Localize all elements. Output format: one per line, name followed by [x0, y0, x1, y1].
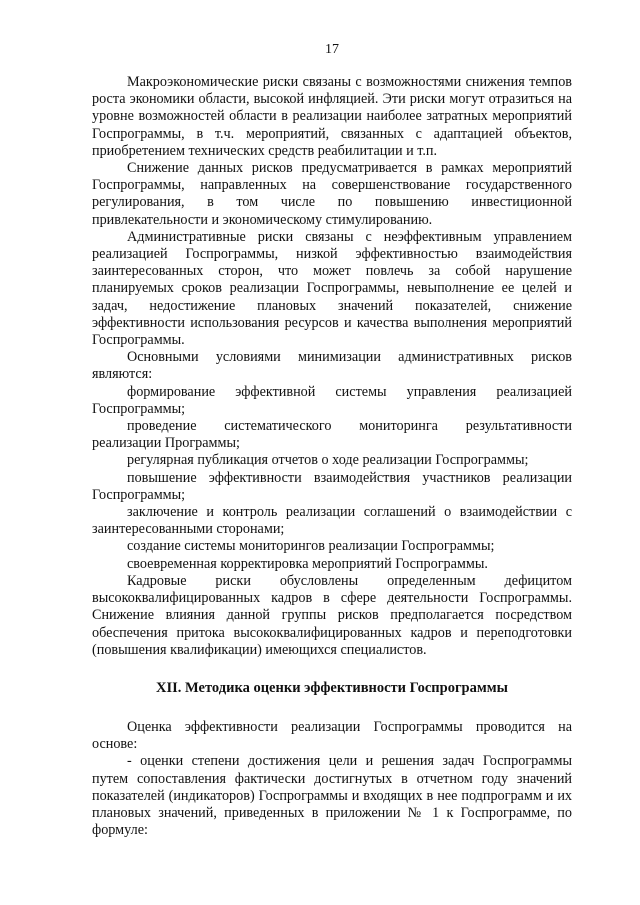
list-item: регулярная публикация отчетов о ходе реализации Госпрограммы;	[127, 452, 529, 469]
list-item: формирование эффективной системы управления реализацией Госпрограммы;	[92, 383, 572, 417]
paragraph-administrative-risks: Административные риски связаны с неэффективным управлением реализацией Госпрограммы, низкой эффективностью взаимодействия заинтересованных сторон, что может повлечь за собой нарушение планируемых сроков реализации Госпрограммы, невыполнение ее целей и задач, недостижение плановых значений показателей, снижение эффективности использования ресурсов и качества выполнения мероприятий Госпрограммы.	[92, 228, 572, 349]
list-item: заключение и контроль реализации соглашений о взаимодействии с заинтересованными сторонами;	[92, 504, 572, 538]
list-item: своевременная корректировка мероприятий Госпрограммы.	[127, 555, 488, 572]
paragraph-personnel-risks: Кадровые риски обусловлены определенным дефицитом высококвалифицированных кадров в сфере деятельности Госпрограммы. Снижение влияния данной группы рисков предполагается посредством обеспечения притока высококвалифицированных кадров и переподготовки (повышения квалификации) имеющихся специалистов.	[92, 572, 572, 658]
section-heading: XII. Методика оценки эффективности Госпрограммы	[156, 679, 508, 696]
paragraph-evaluation-method: - оценки степени достижения цели и решения задач Госпрограммы путем сопоставления фактически достигнутых в отчетном году значений показателей (индикаторов) Госпрограммы и входящих в нее подпрограмм и их плановых значений, приведенных в приложении № 1 к Госпрограмме, по формуле:	[92, 753, 572, 839]
paragraph-evaluation-basis: Оценка эффективности реализации Госпрограммы проводится на основе:	[92, 718, 572, 753]
paragraph-risk-mitigation: Снижение данных рисков предусматривается в рамках мероприятий Госпрограммы, направленных на совершенствование государственного регулирования, в том числе по повышению инвестиционной привлекательности и экономическому стимулированию.	[92, 160, 572, 228]
list-item: создание системы мониторингов реализации Госпрограммы;	[127, 538, 495, 555]
paragraph-minimization-conditions: Основными условиями минимизации административных рисков являются:	[92, 349, 572, 383]
document-body	[92, 74, 572, 839]
list-item: повышение эффективности взаимодействия участников реализации Госпрограммы;	[92, 469, 572, 503]
page-number: 17	[325, 42, 339, 57]
paragraph-macroeconomic-risks: Макроэкономические риски связаны с возможностями снижения темпов роста экономики области, высокой инфляцией. Эти риски могут отразиться на уровне возможностей области в реализации наиболее затратных мероприятий Госпрограммы, в т.ч. мероприятий, связанных с адаптацией объектов, приобретением технических средств реабилитации и т.п.	[92, 74, 572, 159]
list-item: проведение систематического мониторинга результативности реализации Программы;	[92, 418, 572, 452]
